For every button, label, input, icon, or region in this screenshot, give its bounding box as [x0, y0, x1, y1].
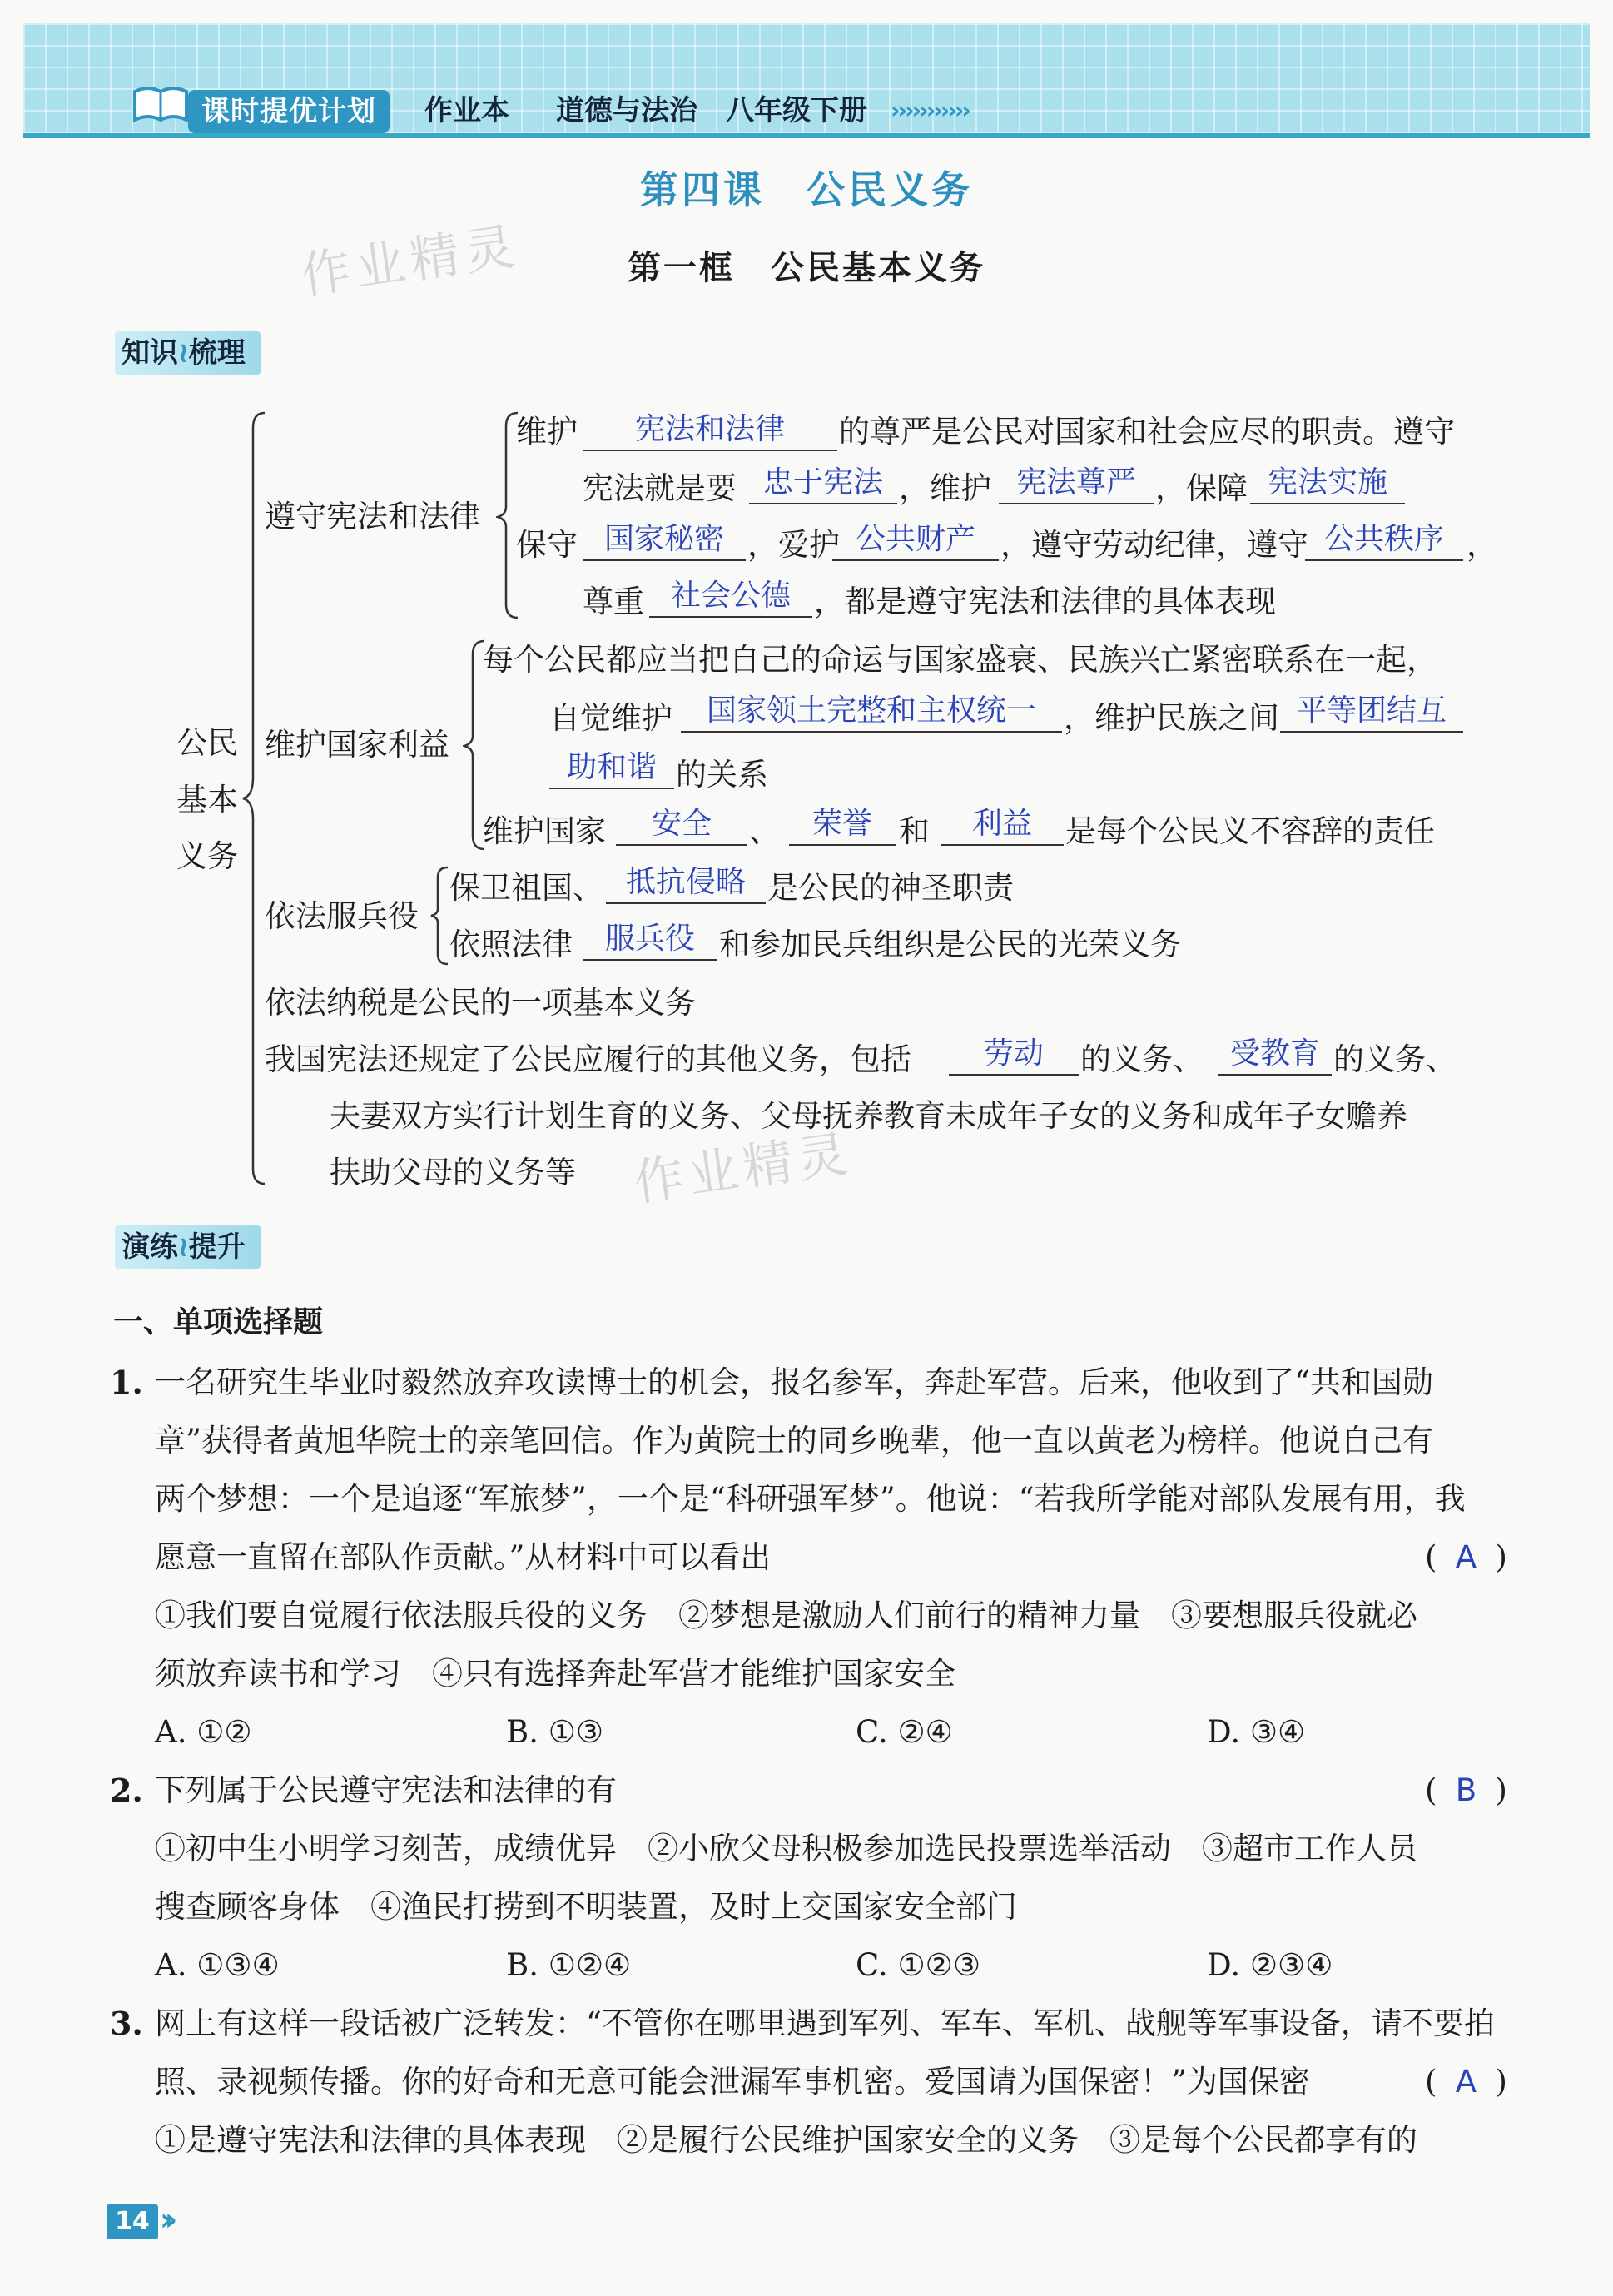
answer-box: ( B ) — [1425, 1770, 1507, 1811]
interest-l4-sep2: 和 — [899, 813, 930, 849]
answer-box: ( A ) — [1425, 1537, 1507, 1578]
others-l1-post: 的义务、 — [1333, 1041, 1457, 1077]
military-l2-post: 和参加民兵组织是公民的光荣义务 — [719, 927, 1181, 962]
blank-equality-unity-2: 助和谐 — [549, 748, 674, 789]
question-text: 章”获得者黄旭华院士的亲笔回信。作为黄院士的同乡晚辈，他一直以黄老为榜样。他说自己有 — [155, 1423, 1433, 1459]
series-name: 课时提优计划 — [188, 90, 390, 133]
interest-l4-sep1: 、 — [749, 813, 780, 849]
blank-constitution-dignity: 宪法和法律 — [583, 410, 837, 451]
book-icon — [132, 83, 190, 123]
question-text: 愿意一直留在部队作贡献。”从材料中可以看出 — [155, 1539, 772, 1575]
constitution-l3-mid2: ，遵守劳动纪律，遵守 — [1000, 527, 1308, 563]
part-title: 一、单项选择题 — [113, 1305, 324, 1339]
constitution-l3-post: ， — [1467, 527, 1497, 563]
section-tag-practice: 演练≀提升 — [115, 1225, 261, 1269]
question-text: 下列属于公民遵守宪法和法律的有 — [155, 1772, 617, 1808]
blank-equality-unity-1: 平等团结互 — [1280, 691, 1463, 733]
watermark: 作业精灵 — [297, 216, 524, 306]
question-statement: 搜查顾客身体 ④渔民打捞到不明装置，及时上交国家安全部门 — [155, 1889, 1017, 1925]
answer-value: A — [1455, 2064, 1477, 2100]
root-label-3: 义务 — [176, 838, 238, 874]
wave-icon: ≀ — [178, 1230, 189, 1264]
blank-territory-sovereignty: 国家领土完整和主权统一 — [681, 691, 1062, 733]
blank-interest: 利益 — [941, 804, 1064, 846]
interest-l4-post: 是每个公民义不容辞的责任 — [1065, 813, 1435, 849]
option-d: D. ②③④ — [1207, 1947, 1333, 1983]
blank-security: 安全 — [616, 804, 747, 846]
wave-icon: ≀ — [178, 336, 189, 370]
section-tag-knowledge: 知识≀梳理 — [115, 331, 261, 375]
military-l2-pre: 依照法律 — [449, 927, 573, 962]
question-text: 网上有这样一段话被广泛转发：“不管你在哪里遇到军列、军车、军机、战舰等军事设备，请不要拍 — [155, 2005, 1495, 2041]
option-c: C. ①②③ — [856, 1947, 981, 1983]
blank-loyal-constitution: 忠于宪法 — [749, 463, 897, 504]
option-c: C. ②④ — [856, 1714, 953, 1750]
blank-public-order: 公共秩序 — [1305, 519, 1463, 561]
others-l1-pre: 我国宪法还规定了公民应履行的其他义务，包括 — [265, 1041, 911, 1077]
constitution-l1-pre: 维护 — [516, 414, 578, 450]
constitution-l4-pre: 尊重 — [583, 584, 644, 619]
question-text: 两个梦想：一个是追逐“军旅梦”，一个是“科研强军梦”。他说：“若我所学能对部队发展有用，我 — [155, 1481, 1466, 1517]
root-label-1: 公民 — [176, 725, 238, 761]
blank-resist-aggression: 抵抗侵略 — [606, 862, 766, 904]
interest-l1: 每个公民都应当把自己的命运与国家盛衰、民族兴亡紧密联系在一起， — [483, 642, 1437, 678]
question-number: 1. — [110, 1364, 143, 1401]
others-l1-mid: 的义务、 — [1080, 1041, 1204, 1077]
interest-l2-mid: ，维护民族之间 — [1064, 700, 1279, 736]
answer-value: B — [1455, 1772, 1477, 1808]
branch-constitution-label: 遵守宪法和法律 — [265, 499, 480, 534]
option-a: A. ①③④ — [155, 1947, 280, 1983]
tax-duty: 依法纳税是公民的一项基本义务 — [265, 985, 696, 1021]
others-l2: 夫妻双方实行计划生育的义务、父母抚养教育未成年子女的义务和成年子女赡养 — [330, 1098, 1407, 1134]
question-text: 一名研究生毕业时毅然放弃攻读博士的机会，报名参军，奔赴军营。后来，他收到了“共和国勋 — [155, 1364, 1433, 1400]
chevron-right-icon: ›› — [160, 2201, 170, 2238]
blank-constitution-prestige: 宪法尊严 — [999, 463, 1154, 504]
lesson-title: 第四课 公民义务 — [640, 167, 973, 212]
question-number: 3. — [110, 2005, 143, 2042]
constitution-l2-mid1: ，维护 — [899, 470, 991, 506]
option-a: A. ①② — [155, 1714, 252, 1750]
option-d: D. ③④ — [1207, 1714, 1306, 1750]
constitution-l2-pre: 宪法就是要 — [583, 470, 737, 506]
blank-labor: 劳动 — [949, 1034, 1079, 1076]
option-b: B. ①③ — [506, 1714, 604, 1750]
blank-public-property: 公共财产 — [832, 519, 999, 561]
constitution-l2-mid2: ，保障 — [1155, 470, 1248, 506]
brace-military — [429, 866, 451, 966]
interest-l4-pre: 维护国家 — [483, 813, 606, 849]
interest-l3-post: 的关系 — [676, 757, 768, 793]
others-l3: 扶助父母的义务等 — [330, 1155, 576, 1190]
frame-title: 第一框 公民基本义务 — [628, 249, 985, 287]
blank-education: 受教育 — [1218, 1034, 1332, 1076]
blank-state-secret: 国家秘密 — [583, 519, 746, 561]
answer-value: A — [1455, 1539, 1477, 1575]
question-statement: ①初中生小明学习刻苦，成绩优异 ②小欣父母积极参加选民投票选举活动 ③超市工作人员 — [155, 1831, 1417, 1866]
header-arrows: ››››››››››› — [891, 97, 969, 124]
military-l1-post: 是公民的神圣职责 — [767, 870, 1014, 906]
option-b: B. ①②④ — [506, 1947, 632, 1983]
page-number: 14 — [107, 2204, 158, 2239]
root-label-2: 基本 — [176, 782, 238, 818]
blank-constitution-implement: 宪法实施 — [1250, 463, 1405, 504]
book-type: 作业本 — [424, 94, 509, 127]
constitution-l3-mid1: ，爱护 — [747, 527, 840, 563]
watermark-2: 作业精灵 — [630, 1124, 856, 1213]
question-number: 2. — [110, 1772, 143, 1809]
military-l1-pre: 保卫祖国、 — [449, 870, 603, 906]
question-statement: ①是遵守宪法和法律的具体表现 ②是履行公民维护国家安全的义务 ③是每个公民都享有的 — [155, 2122, 1417, 2158]
question-text: 照、录视频传播。你的好奇和无意可能会泄漏军事机密。爱国请为国保密！”为国保密 — [155, 2064, 1310, 2100]
answer-box: ( A ) — [1425, 2061, 1507, 2103]
branch-interest-label: 维护国家利益 — [265, 727, 449, 763]
blank-honor: 荣誉 — [789, 804, 896, 846]
blank-social-morality: 社会公德 — [649, 576, 812, 618]
question-statement: 须放弃读书和学习 ④只有选择奔赴军营才能维护国家安全 — [155, 1656, 955, 1692]
interest-l2-pre: 自觉维护 — [549, 700, 672, 736]
subject-grade: 道德与法治 八年级下册 — [556, 94, 867, 127]
constitution-l1-post: 的尊严是公民对国家和社会应尽的职责。遵守 — [839, 414, 1455, 450]
question-statement: ①我们要自觉履行依法服兵役的义务 ②梦想是激励人们前行的精神力量 ③要想服兵役就必 — [155, 1598, 1417, 1633]
constitution-l3-pre: 保守 — [516, 527, 578, 563]
constitution-l4-post: ，都是遵守宪法和法律的具体表现 — [814, 584, 1276, 619]
blank-military-service: 服兵役 — [583, 919, 717, 961]
branch-military-label: 依法服兵役 — [265, 898, 419, 934]
